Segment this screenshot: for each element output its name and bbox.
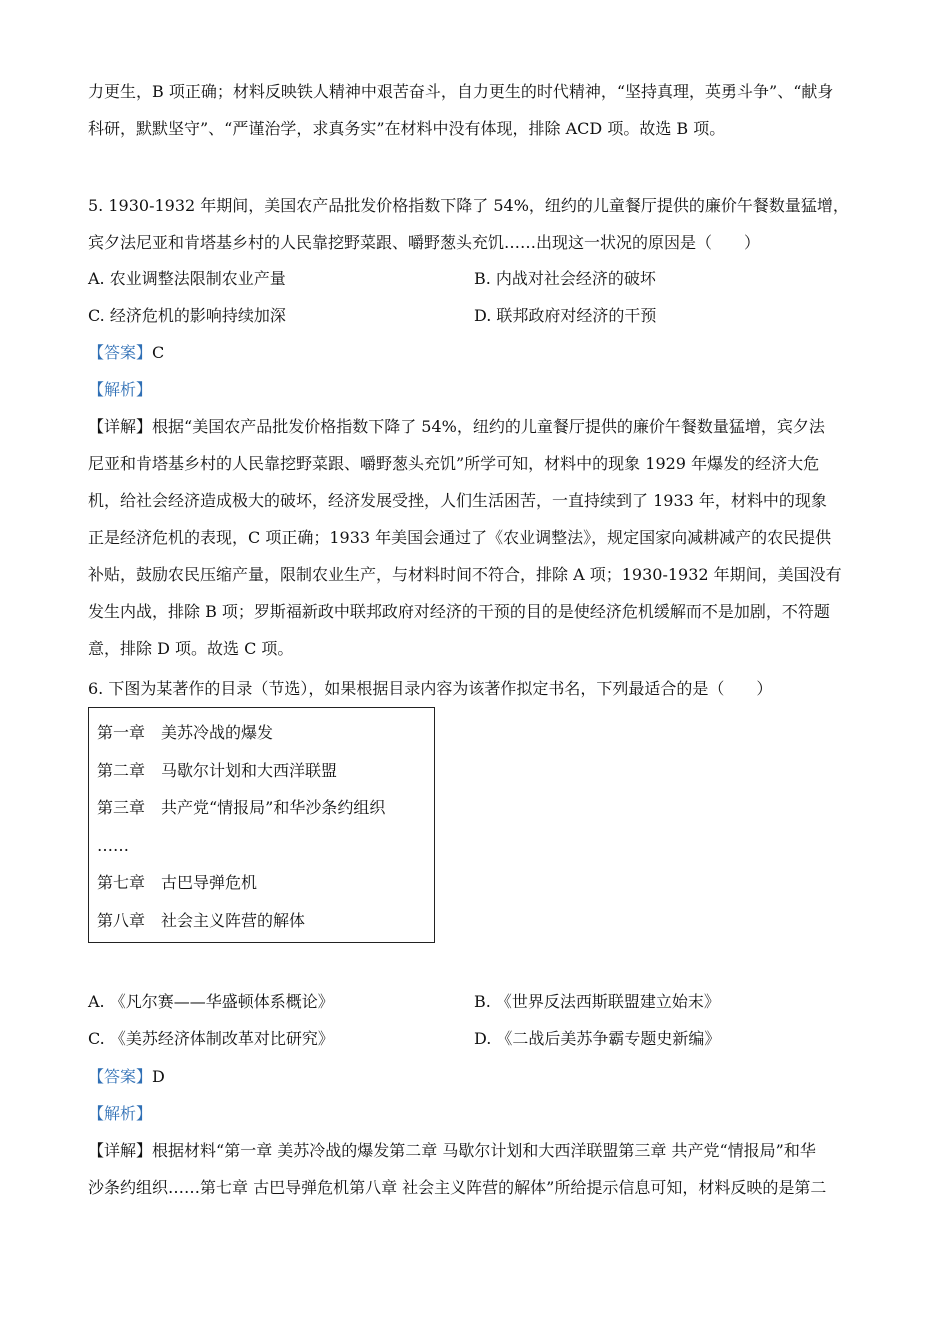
toc-item: ……	[97, 836, 129, 855]
q5-stem-line: 宾夕法尼亚和肯塔基乡村的人民靠挖野菜跟、嚼野葱头充饥……出现这一状况的原因是（ ）	[88, 233, 761, 252]
q5-option-b: B. 内战对社会经济的破坏	[474, 269, 656, 288]
q5-detail-line: 【详解】根据“美国农产品批发价格指数下降了 54%，纽约的儿童餐厅提供的廉价午餐数量猛增，宾夕法	[88, 417, 825, 436]
q5-detail-line: 机，给社会经济造成极大的破坏，经济发展受挫，人们生活困苦，一直持续到了 1933 年，材料中的现象	[88, 491, 827, 510]
q6-detail-line: 沙条约组织……第七章 古巴导弹危机第八章 社会主义阵营的解体”所给提示信息可知，材料反映的是第二	[88, 1178, 827, 1197]
q6-stem: 6. 下图为某著作的目录（节选），如果根据目录内容为该著作拟定书名，下列最适合的是（ ）	[88, 679, 773, 698]
q5-answer	[88, 342, 164, 364]
detail-label: 【详解】	[88, 1141, 153, 1160]
q5-detail-line: 正是经济危机的表现，C 项正确；1933 年美国会通过了《农业调整法》，规定国家向减耕减产的农民提供	[88, 528, 832, 547]
q5-detail-line: 发生内战，排除 B 项；罗斯福新政中联邦政府对经济的干预的目的是使经济危机缓解而不是加剧，不符题	[88, 602, 830, 621]
q6-option-c: C. 《美苏经济体制改革对比研究》	[88, 1029, 334, 1048]
q5-stem-line: 5. 1930-1932 年期间，美国农产品批发价格指数下降了 54%，纽约的儿童餐厅提供的廉价午餐数量猛增，	[88, 196, 849, 215]
detail-label: 【详解】	[88, 417, 153, 436]
q6-option-a: A. 《凡尔赛——华盛顿体系概论》	[88, 992, 334, 1011]
q5-detail-line: 意，排除 D 项。故选 C 项。	[88, 639, 294, 658]
q6-option-d: D. 《二战后美苏争霸专题史新编》	[474, 1029, 721, 1048]
paragraph-line: 力更生，B 项正确；材料反映铁人精神中艰苦奋斗，自力更生的时代精神，“坚持真理，英勇斗争”、“献身	[88, 82, 834, 101]
toc-item: 第三章 共产党“情报局”和华沙条约组织	[97, 798, 386, 817]
q5-option-c: C. 经济危机的影响持续加深	[88, 306, 286, 325]
answer-value: D	[152, 1067, 165, 1086]
q5-detail-line: 尼亚和肯塔基乡村的人民靠挖野菜跟、嚼野葱头充饥”所学可知，材料中的现象 1929 年爆发的经济大危	[88, 454, 820, 473]
q5-analysis-label: 【解析】	[88, 380, 153, 399]
table-of-contents-box	[88, 707, 435, 943]
q5-option-a: A. 农业调整法限制农业产量	[88, 269, 286, 288]
answer-value: C	[152, 343, 165, 362]
toc-item: 第八章 社会主义阵营的解体	[97, 911, 306, 930]
answer-label: 【答案】	[88, 343, 153, 362]
q6-detail-line: 【详解】根据材料“第一章 美苏冷战的爆发第二章 马歇尔计划和大西洋联盟第三章 共产党“情报局”和华	[88, 1141, 816, 1160]
paragraph-line: 科研，默默坚守”、“严谨治学，求真务实”在材料中没有体现，排除 ACD 项。故选 B 项。	[88, 119, 726, 138]
toc-item: 第二章 马歇尔计划和大西洋联盟	[97, 761, 338, 780]
toc-item: 第七章 古巴导弹危机	[97, 873, 258, 892]
q6-option-b: B. 《世界反法西斯联盟建立始末》	[474, 992, 720, 1011]
toc-item: 第一章 美苏冷战的爆发	[97, 723, 274, 742]
q5-detail-line: 补贴，鼓励农民压缩产量，限制农业生产，与材料时间不符合，排除 A 项；1930-1932 年期间，美国没有	[88, 565, 842, 584]
q6-analysis-label: 【解析】	[88, 1104, 153, 1123]
q6-answer	[88, 1066, 165, 1088]
q5-option-d: D. 联邦政府对经济的干预	[474, 306, 657, 325]
answer-label: 【答案】	[88, 1067, 153, 1086]
